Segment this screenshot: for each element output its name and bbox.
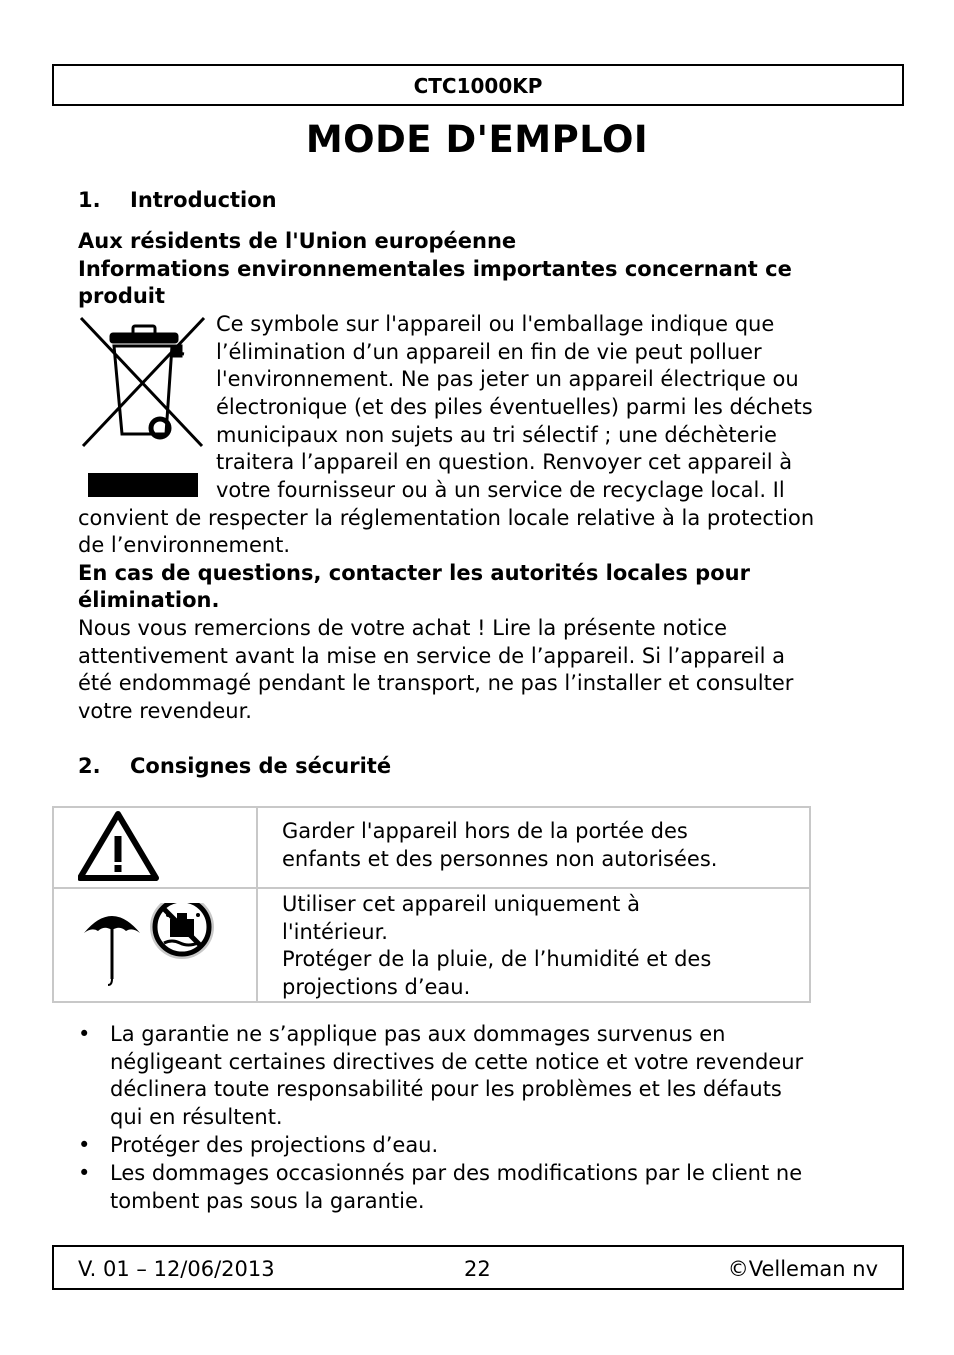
section-number: 2. [78, 754, 101, 778]
list-item [78, 1132, 878, 1160]
weee-paragraph-line: l’élimination d’un appareil en fin de vie peut polluer [216, 340, 762, 364]
thanks-paragraph-line: attentivement avant la mise en service de l’appareil. Si l’appareil a [78, 644, 785, 668]
section-title: Introduction [130, 188, 277, 212]
contact-notice: élimination. [78, 588, 220, 612]
safety-text-line: Utiliser cet appareil uniquement à [282, 892, 640, 916]
weee-paragraph-line: électronique (et des piles éventuelles) parmi les déchets [216, 395, 813, 419]
page-title: MODE D'EMPLOI [305, 118, 649, 161]
list-item [78, 1021, 878, 1131]
bullet-text-line: Les dommages occasionnés par des modifications par le client ne [110, 1161, 803, 1185]
bullet-dot: • [78, 1161, 91, 1185]
thanks-paragraph-line: Nous vous remercions de votre achat ! Lire la présente notice [78, 616, 728, 640]
umbrella-icon [80, 903, 250, 993]
safety-table [52, 806, 811, 1003]
version-date: V. 01 – 12/06/2013 [78, 1257, 275, 1281]
crossed-bin-icon [78, 316, 208, 500]
safety-text-line: l'intérieur. [282, 919, 388, 944]
thanks-paragraph-line: été endommagé pendant le transport, ne pas l’installer et consulter [78, 671, 794, 695]
safety-text-line: projections d’eau. [282, 974, 471, 999]
bullet-dot: • [78, 1022, 91, 1046]
weee-paragraph-line: traitera l’appareil en question. Renvoyer cet appareil à [216, 450, 793, 474]
copyright: ©Velleman nv [727, 1257, 878, 1281]
icon-cell [53, 807, 257, 888]
section-2-heading [78, 754, 391, 778]
section-number: 1. [78, 188, 101, 212]
weee-paragraph-line: l'environnement. Ne pas jeter un appareil électrique ou [216, 367, 799, 391]
environment-info-heading: Informations environnementales importantes concernant ce [78, 257, 792, 281]
page-number: 22 [464, 1257, 491, 1281]
safety-text-line: enfants et des personnes non autorisées. [282, 846, 718, 871]
bullet-text-line: négligeant certaines directives de cette notice et votre revendeur [110, 1049, 804, 1074]
table-row [53, 807, 810, 888]
no-water-icon [150, 903, 214, 959]
bullet-text-line: Protéger des projections d’eau. [110, 1133, 439, 1157]
eu-residents-heading: Aux résidents de l'Union européenne [78, 229, 517, 253]
page-footer [52, 1245, 904, 1290]
weee-paragraph-line: municipaux non sujets au tri sélectif ; une déchèterie [216, 423, 777, 447]
section-1-heading [78, 188, 277, 212]
bullet-text-line: tombent pas sous la garantie. [110, 1188, 425, 1213]
environment-info-heading-cont: produit [78, 284, 166, 308]
list-item [78, 1160, 878, 1215]
bullet-dot: • [78, 1133, 91, 1157]
bullet-text-line: déclinera toute responsabilité pour les problèmes et les défauts [110, 1077, 782, 1102]
model-header: CTC1000KP [52, 64, 904, 106]
bullet-text-line: La garantie ne s’applique pas aux dommages survenus en [110, 1022, 726, 1046]
contact-notice: En cas de questions, contacter les autorités locales pour [78, 561, 750, 585]
thanks-paragraph-line: votre revendeur. [78, 699, 252, 723]
icon-cell [53, 888, 257, 1002]
table-row [53, 888, 810, 1002]
bullet-text-line: qui en résultent. [110, 1104, 283, 1129]
safety-text-line: Protéger de la pluie, de l’humidité et des [282, 947, 712, 971]
warning-triangle-icon [78, 810, 164, 882]
weee-paragraph-line: de l’environnement. [78, 533, 291, 557]
text-cell [257, 888, 810, 1002]
safety-text-line: Garder l'appareil hors de la portée des [282, 819, 688, 843]
section-title: Consignes de sécurité [130, 754, 392, 778]
weee-paragraph-line: Ce symbole sur l'appareil ou l'emballage indique que [216, 312, 775, 336]
weee-paragraph-line: convient de respecter la réglementation locale relative à la protection [78, 506, 815, 530]
weee-paragraph-line: votre fournisseur ou à un service de recyclage local. Il [216, 478, 785, 502]
text-cell [257, 807, 810, 888]
